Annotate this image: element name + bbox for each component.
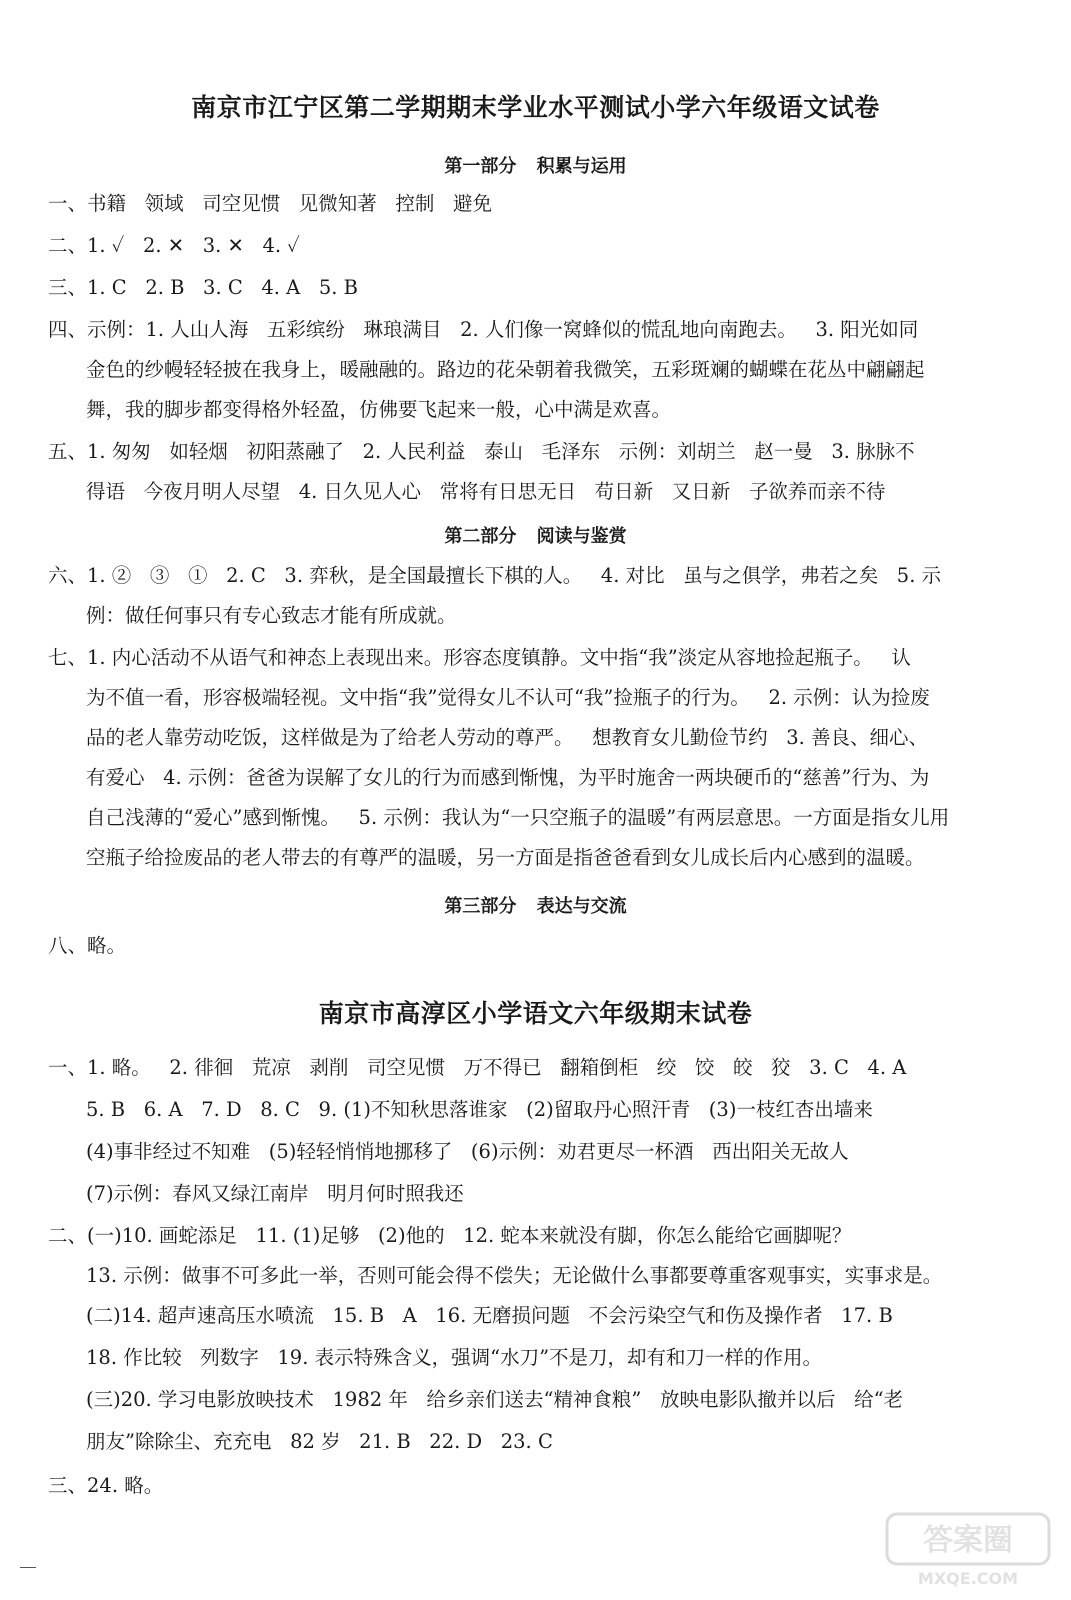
answer-b2-line2: 13. 示例：做事不可多此一举，否则可能会得不偿失；无论做什么事都要尊重客观事实，实事求是。 <box>86 1264 943 1287</box>
answer-q8: 八、略。 <box>48 934 127 957</box>
part-one-heading: 第一部分 积累与运用 <box>444 156 627 177</box>
answer-b3: 三、24. 略。 <box>48 1474 164 1497</box>
answer-q7-line4: 有爱心 4. 示例：爸爸为误解了女儿的行为而感到惭愧，为平时施舍一两块硬币的“慈善”行为、为 <box>86 766 930 789</box>
answer-q7-line3: 品的老人靠劳动吃饭，这样做是为了给老人劳动的尊严。 想教育女儿勤俭节约 3. 善良、细心、 <box>86 726 928 749</box>
page-corner-mark <box>20 1567 36 1568</box>
answer-b2-line5: (三)20. 学习电影放映技术 1982 年 给乡亲们送去“精神食粮” 放映电影队撤并以后 给“老 <box>86 1388 904 1411</box>
answer-b2-line4: 18. 作比较 列数字 19. 表示特殊含义，强调“水刀”不是刀，却有和刀一样的作用。 <box>86 1346 823 1369</box>
answer-q6-line1: 六、1. ② ③ ① 2. C 3. 弈秋，是全国最擅长下棋的人。 4. 对比 虽与之俱学，弗若之矣 5. 示 <box>48 564 942 587</box>
svg-text:答案圈: 答案圈 <box>923 1523 1013 1558</box>
answer-b1-line2: 5. B 6. A 7. D 8. C 9. (1)不知秋思落谁家 (2)留取丹心照汗青 (3)一枝红杏出墙来 <box>86 1098 873 1121</box>
answer-b1-line1: 一、1. 略。 2. 徘徊 荒凉 剥削 司空见惯 万不得已 翻箱倒柜 绞 饺 皎 狡 3. C 4. A <box>48 1056 907 1079</box>
answer-q7-line6: 空瓶子给捡废品的老人带去的有尊严的温暖，另一方面是指爸爸看到女儿成长后内心感到的温暖。 <box>86 846 925 869</box>
exam-title-jiangning: 南京市江宁区第二学期期末学业水平测试小学六年级语文试卷 <box>191 93 880 122</box>
answer-q7-line1: 七、1. 内心活动不从语气和神态上表现出来。形容态度镇静。文中指“我”淡定从容地捡起瓶子。 认 <box>48 646 911 669</box>
answer-b1-line4: (7)示例：春风又绿江南岸 明月何时照我还 <box>86 1182 464 1205</box>
answer-b2-line6: 朋友”除除尘、充充电 82 岁 21. B 22. D 23. C <box>86 1430 553 1453</box>
answer-q7-line5: 自己浅薄的“爱心”感到惭愧。 5. 示例：我认为“一只空瓶子的温暖”有两层意思。一方面是指女儿用 <box>86 806 950 829</box>
part-three-heading: 第三部分 表达与交流 <box>444 896 627 917</box>
answer-q5-line1: 五、1. 匆匆 如轻烟 初阳蒸融了 2. 人民利益 泰山 毛泽东 示例：刘胡兰 赵一曼 3. 脉脉不 <box>48 440 915 463</box>
answer-q4-line2: 金色的纱幔轻轻披在我身上，暖融融的。路边的花朵朝着我微笑，五彩斑斓的蝴蝶在花丛中翩翩起 <box>86 358 925 381</box>
part-two-heading: 第二部分 阅读与鉴赏 <box>444 526 627 547</box>
answer-b1-line3: (4)事非经过不知难 (5)轻轻悄悄地挪移了 (6)示例：劝君更尽一杯酒 西出阳关无故人 <box>86 1140 849 1163</box>
watermark-logo <box>883 1510 1053 1590</box>
answer-q5-line2: 得语 今夜月明人尽望 4. 日久见人心 常将有日思无日 苟日新 又日新 子欲养而亲不待 <box>86 480 886 503</box>
answer-q1: 一、书籍 领域 司空见惯 见微知著 控制 避免 <box>48 192 492 215</box>
answer-q7-line2: 为不值一看，形容极端轻视。文中指“我”觉得女儿不认可“我”捡瓶子的行为。 2. 示例：认为捡废 <box>86 686 930 709</box>
answer-b2-line1: 二、(一)10. 画蛇添足 11. (1)足够 (2)他的 12. 蛇本来就没有脚，你怎么能给它画脚呢？ <box>48 1224 852 1247</box>
answer-q6-line2: 例：做任何事只有专心致志才能有所成就。 <box>86 604 457 627</box>
answer-q4-line1: 四、示例：1. 人山人海 五彩缤纷 琳琅满目 2. 人们像一窝蜂似的慌乱地向南跑去。 3. 阳光如同 <box>48 318 919 341</box>
svg-text:MXQE.COM: MXQE.COM <box>917 1569 1019 1588</box>
exam-title-gaochun: 南京市高淳区小学语文六年级期末试卷 <box>318 999 753 1028</box>
answer-q2: 二、1. ✓ 2. ✕ 3. ✕ 4. ✓ <box>48 234 300 257</box>
answer-q3: 三、1. C 2. B 3. C 4. A 5. B <box>48 276 358 299</box>
answer-q4-line3: 舞，我的脚步都变得格外轻盈，仿佛要飞起来一般，心中满是欢喜。 <box>86 398 672 421</box>
answer-b2-line3: (二)14. 超声速高压水喷流 15. B A 16. 无磨损问题 不会污染空气和伤及操作者 17. B <box>86 1304 893 1327</box>
